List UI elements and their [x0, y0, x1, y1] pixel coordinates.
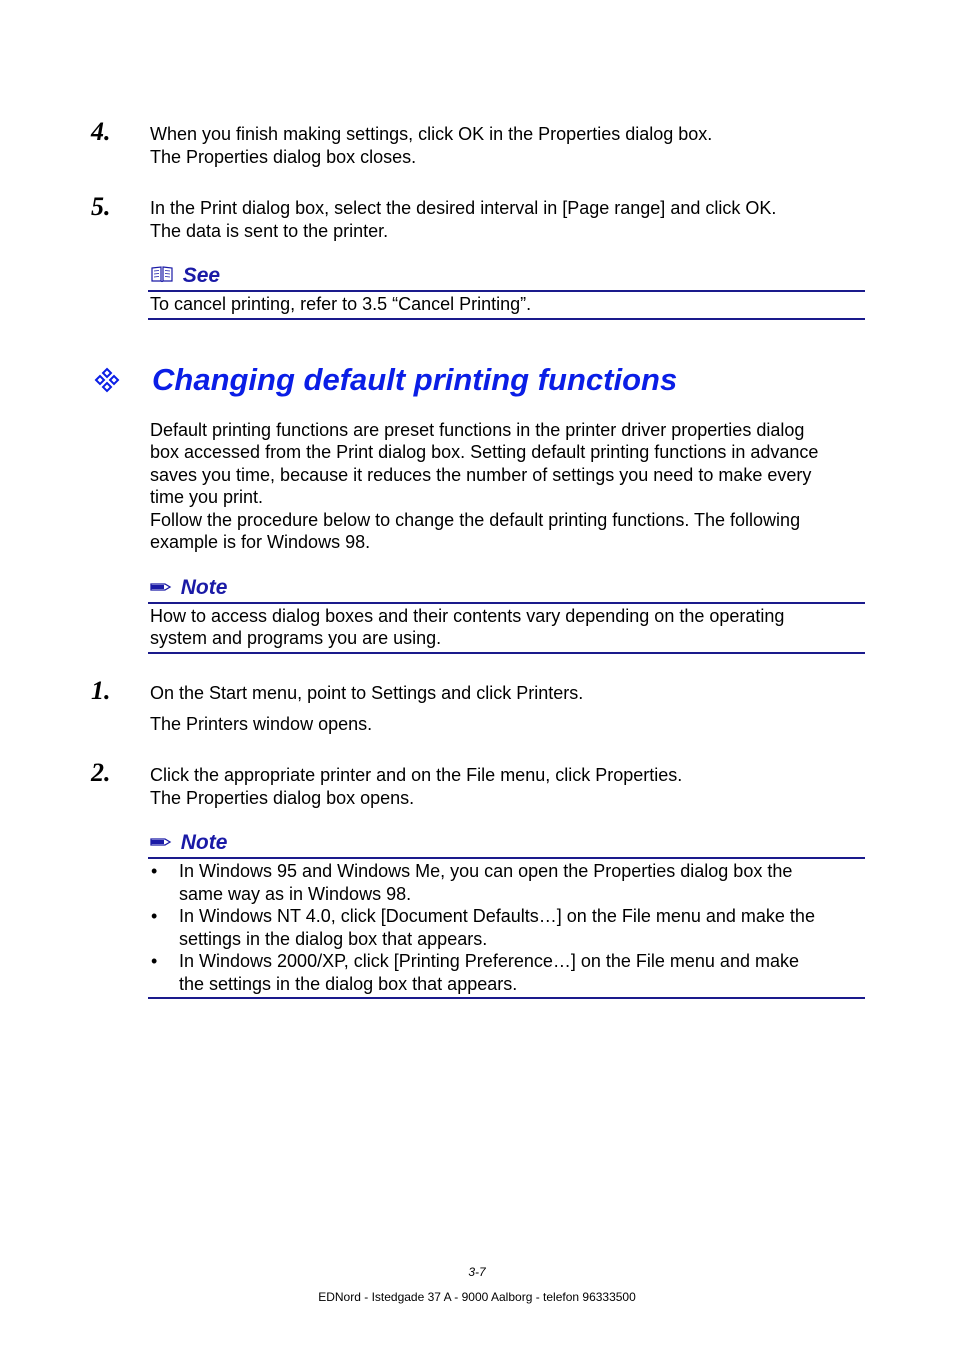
section-paragraph-line-5: Follow the procedure below to change the default printing functions. The following [150, 510, 801, 530]
section-paragraph-line-1: Default printing functions are preset functions in the printer driver properties dialog [150, 420, 805, 440]
pencil-icon [150, 834, 177, 853]
diamond-bullet-icon [94, 367, 120, 393]
note-box-2-list [150, 860, 865, 995]
list-item-line: settings in the dialog box that appears. [179, 928, 488, 949]
section-heading: Changing default printing functions [152, 362, 678, 397]
bullet-icon: • [151, 951, 158, 971]
note-box-1-line-1: How to access dialog boxes and their contents vary depending on the operating [150, 606, 785, 626]
section-paragraph-line-4: time you print. [150, 487, 264, 507]
list-item-line: the settings in the dialog box that appears. [179, 973, 518, 994]
note-box-1-header [150, 576, 227, 601]
list-item-line: same way as in Windows 98. [179, 883, 412, 904]
step-5-line-2: The data is sent to the printer. [150, 221, 389, 241]
section-paragraph-line-2: box accessed from the Print dialog box. Setting default printing functions in advance [150, 442, 819, 462]
note-box-2-top-rule [148, 857, 865, 859]
see-box-title: See [182, 264, 221, 287]
section-paragraph-line-3: saves you time, because it reduces the number of settings you need to make every [150, 465, 812, 485]
bullet-icon: • [151, 861, 158, 881]
section-paragraph-line-6: example is for Windows 98. [150, 532, 371, 552]
page-number: 3-7 [468, 1265, 486, 1279]
footer-address: EDNord - Istedgade 37 A - 9000 Aalborg - telefon 96333500 [318, 1290, 636, 1304]
see-box-text: To cancel printing, refer to 3.5 “Cancel Printing”. [150, 294, 532, 314]
step-4-line-1: When you finish making settings, click OK in the Properties dialog box. [150, 124, 713, 144]
step-4-line-2: The Properties dialog box closes. [150, 147, 417, 167]
list-item [150, 950, 865, 995]
note-box-2-bottom-rule [148, 997, 865, 999]
see-box-header [150, 264, 220, 289]
step-2-line-1: Click the appropriate printer and on the File menu, click Properties. [150, 765, 683, 785]
step-1-line-2: The Printers window opens. [150, 714, 373, 734]
note-box-1-title: Note [180, 576, 228, 599]
step-number-5: 5. [91, 192, 111, 221]
note-box-2-header [150, 831, 227, 856]
bullet-icon: • [151, 906, 158, 926]
note-box-1-line-2: system and programs you are using. [150, 628, 442, 648]
step-2-line-2: The Properties dialog box opens. [150, 788, 415, 808]
list-item [150, 860, 865, 905]
note-box-1-top-rule [148, 602, 865, 604]
see-box-bottom-rule [148, 318, 865, 320]
list-item-line: In Windows 95 and Windows Me, you can open the Properties dialog box the [179, 861, 793, 881]
list-item [150, 905, 865, 950]
note-box-2-title: Note [180, 831, 228, 854]
step-1-line-1: On the Start menu, point to Settings and click Printers. [150, 683, 584, 703]
list-item-line: In Windows NT 4.0, click [Document Defaults…] on the File menu and make the [179, 906, 815, 926]
pencil-icon [150, 579, 177, 598]
note-box-1-bottom-rule [148, 652, 865, 654]
step-number-2: 2. [91, 758, 111, 787]
list-item-line: In Windows 2000/XP, click [Printing Preference…] on the File menu and make [179, 951, 799, 971]
step-number-4: 4. [91, 117, 111, 146]
step-number-1: 1. [91, 676, 111, 705]
step-5-line-1: In the Print dialog box, select the desired interval in [Page range] and click OK. [150, 198, 777, 218]
book-icon [150, 267, 179, 286]
see-box-top-rule [148, 290, 865, 292]
